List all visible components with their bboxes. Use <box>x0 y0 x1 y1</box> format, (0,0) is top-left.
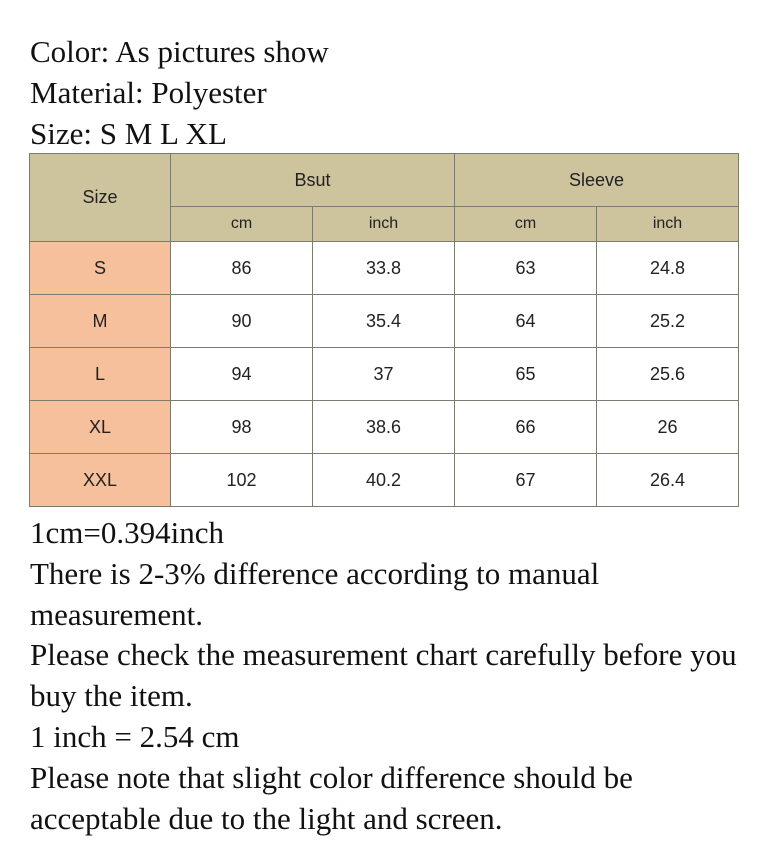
color-line: Color: As pictures show <box>30 34 329 69</box>
value-cell: 26.4 <box>597 454 739 507</box>
value-cell: 26 <box>597 401 739 454</box>
value-cell: 98 <box>171 401 313 454</box>
value-cell: 94 <box>171 348 313 401</box>
value-cell: 25.6 <box>597 348 739 401</box>
difference-note: There is 2-3% difference according to manual measurement. <box>30 555 600 632</box>
value-cell: 65 <box>455 348 597 401</box>
size-cell: XL <box>30 401 171 454</box>
value-cell: 25.2 <box>597 295 739 348</box>
value-cell: 40.2 <box>313 454 455 507</box>
color-difference-note: Please note that slight color difference should be acceptable due to the light and screen. <box>30 759 633 836</box>
table-header-row <box>30 154 739 207</box>
value-cell: 86 <box>171 242 313 295</box>
value-cell: 67 <box>455 454 597 507</box>
value-cell: 24.8 <box>597 242 739 295</box>
size-cell: M <box>30 295 171 348</box>
bust-group-header: Bsut <box>171 154 455 207</box>
table-row <box>30 454 739 507</box>
sleeve-group-header: Sleeve <box>455 154 739 207</box>
unit-header: inch <box>313 207 455 242</box>
size-cell: S <box>30 242 171 295</box>
value-cell: 64 <box>455 295 597 348</box>
value-cell: 63 <box>455 242 597 295</box>
unit-header: cm <box>171 207 313 242</box>
conversion-note: 1cm=0.394inch <box>30 515 224 550</box>
measurement-notes <box>30 513 755 839</box>
value-cell: 33.8 <box>313 242 455 295</box>
product-info <box>30 31 329 154</box>
table-row <box>30 295 739 348</box>
value-cell: 37 <box>313 348 455 401</box>
check-chart-note: Please check the measurement chart carefully before you buy the item. <box>30 637 737 714</box>
size-chart-table <box>29 153 739 507</box>
size-cell: L <box>30 348 171 401</box>
table-row <box>30 401 739 454</box>
value-cell: 35.4 <box>313 295 455 348</box>
material-line: Material: Polyester <box>30 75 267 110</box>
unit-header: cm <box>455 207 597 242</box>
value-cell: 66 <box>455 401 597 454</box>
value-cell: 38.6 <box>313 401 455 454</box>
inch-conversion-note: 1 inch = 2.54 cm <box>30 718 240 754</box>
table-row <box>30 242 739 295</box>
unit-header: inch <box>597 207 739 242</box>
value-cell: 102 <box>171 454 313 507</box>
size-cell: XXL <box>30 454 171 507</box>
table-row <box>30 348 739 401</box>
size-line: Size: S M L XL <box>30 116 227 151</box>
value-cell: 90 <box>171 295 313 348</box>
size-column-header: Size <box>30 154 171 242</box>
